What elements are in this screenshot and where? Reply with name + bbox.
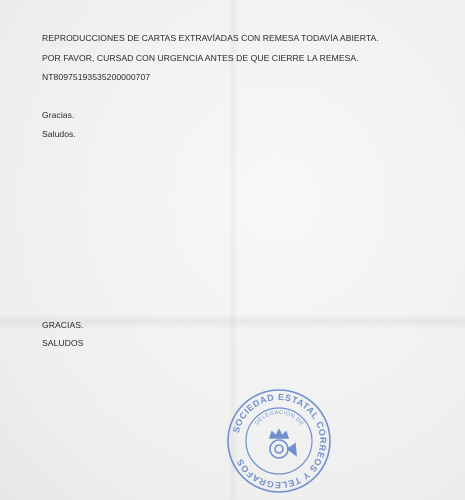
stamp-outer-ring — [228, 390, 330, 492]
text-line-saludos: Saludos. — [42, 129, 76, 139]
post-horn-crown-icon — [270, 430, 296, 458]
text-line-saludos-upper: SALUDOS — [42, 338, 84, 348]
correos-stamp — [224, 386, 334, 496]
text-line-remesa-notice: REPRODUCCIONES DE CARTAS EXTRAVÍADAS CON REMESA TODAVÍA ABIERTA. — [42, 33, 379, 43]
stamp-inner-ring — [246, 408, 312, 474]
text-line-urgency-request: POR FAVOR, CURSAD CON URGENCIA ANTES DE QUE CIERRE LA REMESA. — [42, 53, 359, 63]
stamp-outer-text: SOCIEDAD ESTATAL CORREOS Y TELEGRAFOS — [230, 391, 329, 491]
text-line-gracias: Gracias. — [42, 110, 75, 120]
text-line-gracias-upper: GRACIAS. — [42, 320, 84, 330]
stamp-inner-text: DELEGACION DE — [254, 409, 305, 428]
tracking-number: NT80975193535200000707 — [42, 72, 151, 82]
